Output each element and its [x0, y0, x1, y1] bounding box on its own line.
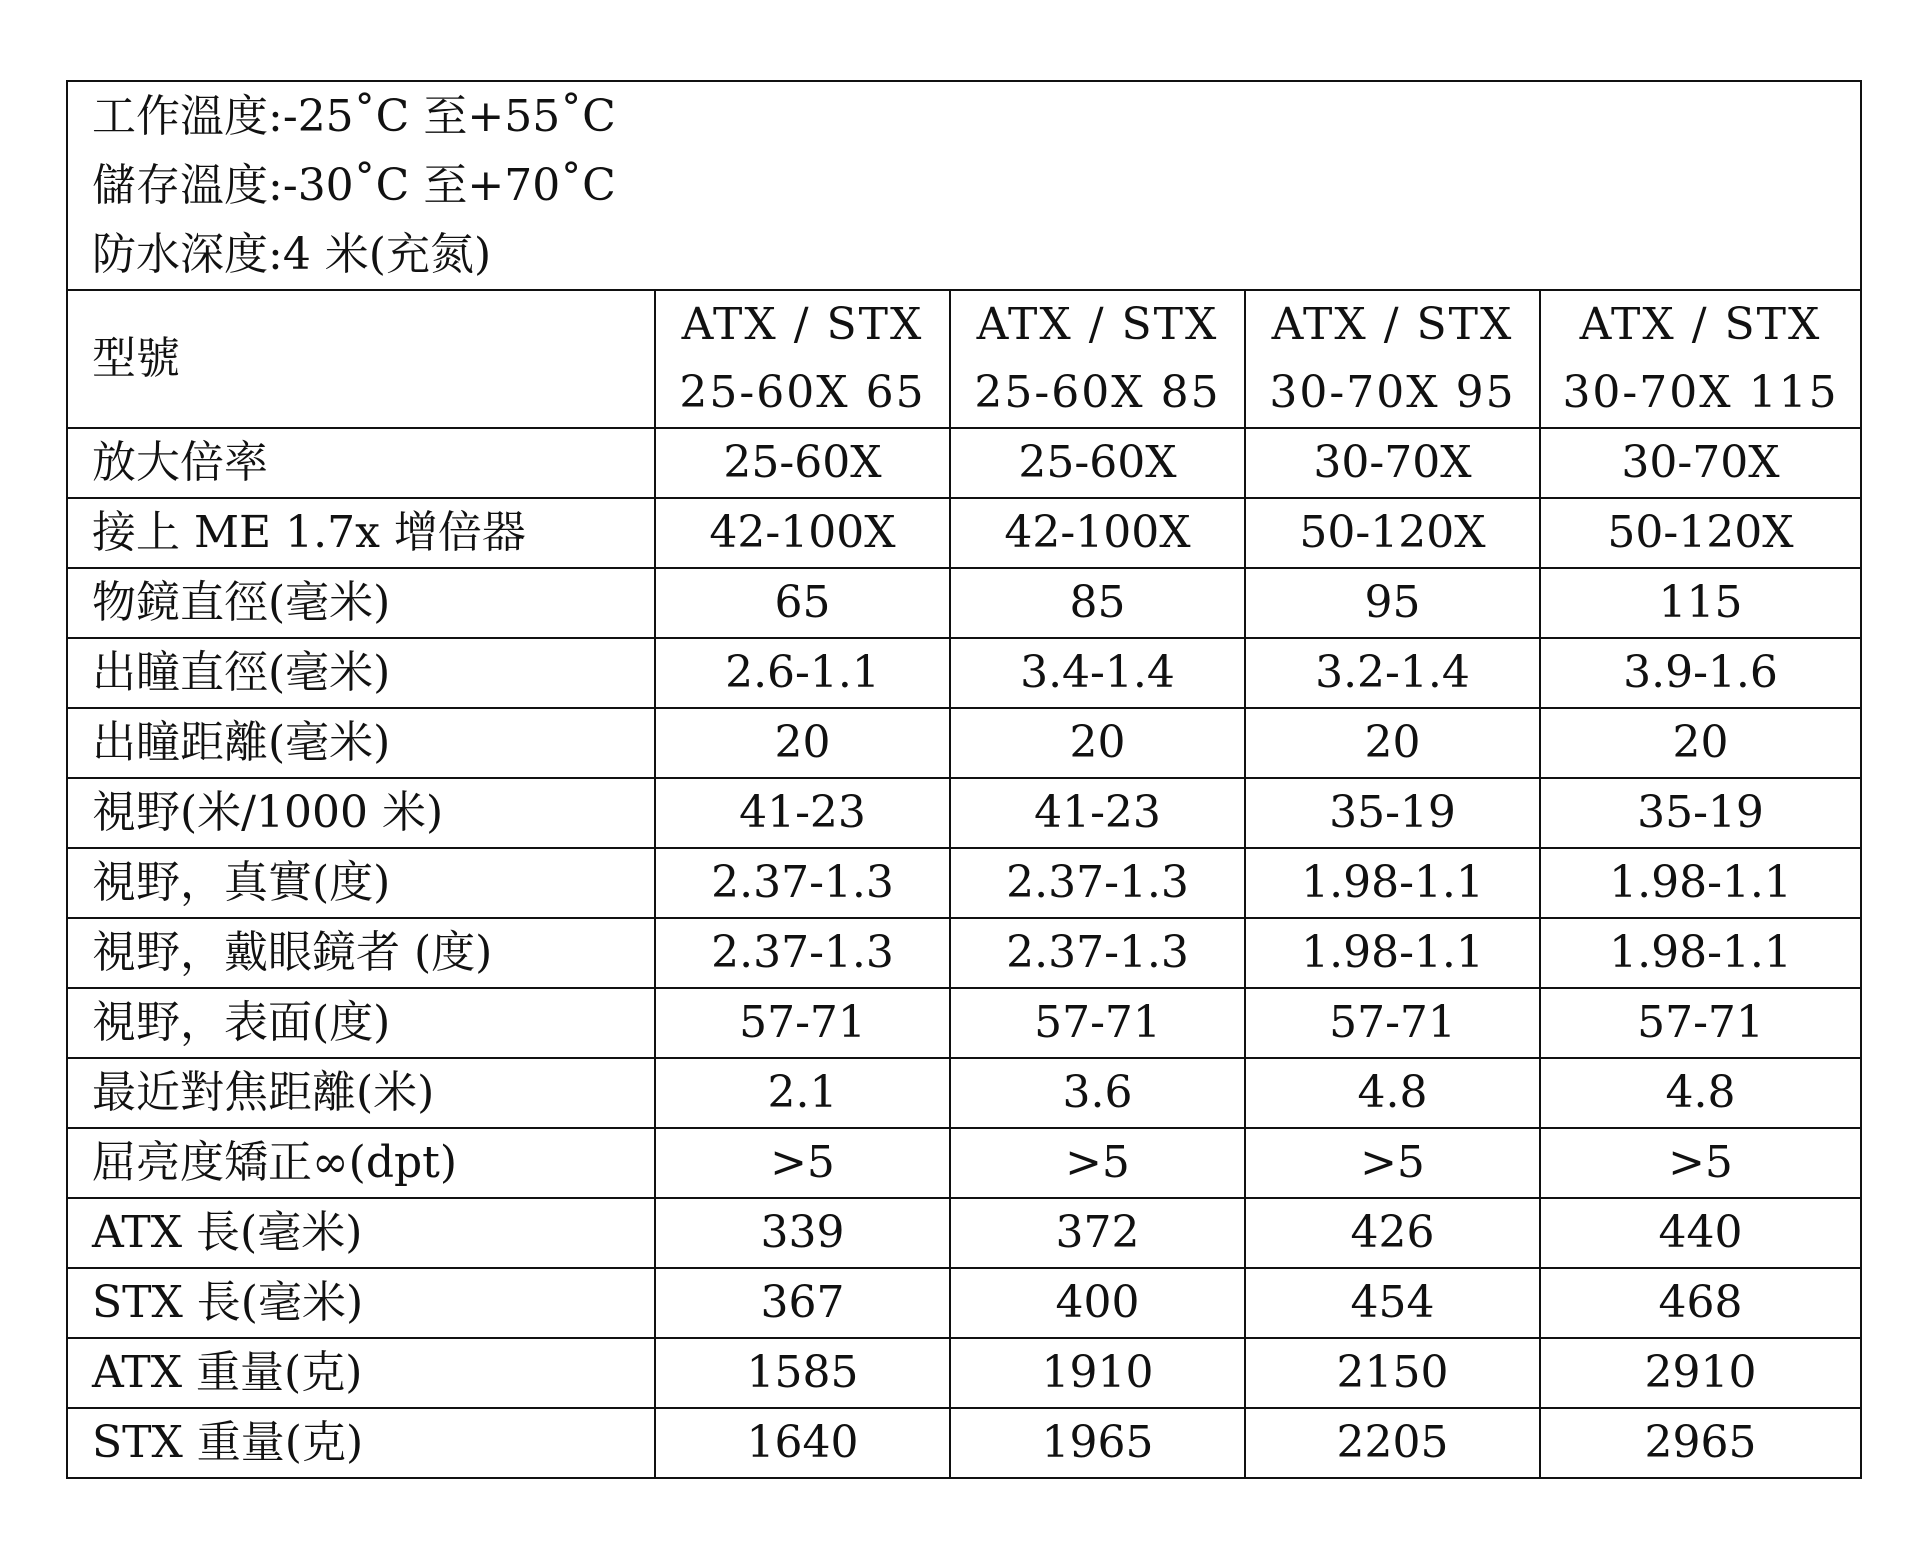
environment-row	[67, 81, 1861, 290]
model-row	[67, 290, 1861, 428]
row-label: 視野，表面(度)	[67, 988, 655, 1058]
value-cell: 57-71	[950, 988, 1245, 1058]
model-label: 型號	[67, 290, 655, 428]
row-label: 接上 ME 1.7x 增倍器	[67, 498, 655, 568]
value-cell: 1.98-1.1	[1245, 848, 1540, 918]
value-cell: 20	[655, 708, 950, 778]
waterproof-depth: 防水深度:4 米(充氮)	[92, 229, 492, 280]
value-cell: 3.4-1.4	[950, 638, 1245, 708]
value-cell: 2.37-1.3	[950, 918, 1245, 988]
operating-temp: 工作溫度:-25˚C 至+55˚C	[92, 91, 616, 142]
value-cell: 454	[1245, 1268, 1540, 1338]
value-cell: 20	[1245, 708, 1540, 778]
value-cell: 35-19	[1540, 778, 1861, 848]
value-cell: 57-71	[1540, 988, 1861, 1058]
value-cell: 3.6	[950, 1058, 1245, 1128]
row-label: 出瞳距離(毫米)	[67, 708, 655, 778]
row-label: 放大倍率	[67, 428, 655, 498]
table-row	[67, 428, 1861, 498]
value-cell: 41-23	[655, 778, 950, 848]
model-cell	[950, 290, 1245, 428]
value-cell: 2.37-1.3	[655, 918, 950, 988]
table-row	[67, 638, 1861, 708]
model-cell	[1245, 290, 1540, 428]
value-cell: 1.98-1.1	[1540, 848, 1861, 918]
spec-table	[66, 80, 1862, 1479]
value-cell: 95	[1245, 568, 1540, 638]
value-cell: 1910	[950, 1338, 1245, 1408]
value-cell: 2910	[1540, 1338, 1861, 1408]
value-cell: 50-120X	[1245, 498, 1540, 568]
row-label: 屈亮度矯正∞(dpt)	[67, 1128, 655, 1198]
value-cell: 372	[950, 1198, 1245, 1268]
table-row	[67, 1128, 1861, 1198]
value-cell: 367	[655, 1268, 950, 1338]
value-cell: 35-19	[1245, 778, 1540, 848]
value-cell: 65	[655, 568, 950, 638]
row-label: ATX 長(毫米)	[67, 1198, 655, 1268]
value-cell: 1640	[655, 1408, 950, 1478]
value-cell: 2.37-1.3	[950, 848, 1245, 918]
value-cell: 20	[950, 708, 1245, 778]
table-row	[67, 1408, 1861, 1478]
value-cell: 30-70X	[1245, 428, 1540, 498]
value-cell: 2.1	[655, 1058, 950, 1128]
model-line-1: ATX / STX	[1271, 299, 1514, 350]
table-row	[67, 1198, 1861, 1268]
value-cell: 339	[655, 1198, 950, 1268]
value-cell: 426	[1245, 1198, 1540, 1268]
value-cell: 25-60X	[950, 428, 1245, 498]
model-line-2: 25-60X 85	[974, 367, 1221, 418]
value-cell: 4.8	[1245, 1058, 1540, 1128]
model-line-2: 30-70X 115	[1562, 367, 1839, 418]
table-row	[67, 708, 1861, 778]
table-row	[67, 918, 1861, 988]
model-line-2: 25-60X 65	[679, 367, 926, 418]
value-cell: >5	[1245, 1128, 1540, 1198]
value-cell: 25-60X	[655, 428, 950, 498]
value-cell: 50-120X	[1540, 498, 1861, 568]
value-cell: >5	[1540, 1128, 1861, 1198]
table-row	[67, 1058, 1861, 1128]
row-label: 視野，真實(度)	[67, 848, 655, 918]
value-cell: 440	[1540, 1198, 1861, 1268]
row-label: 物鏡直徑(毫米)	[67, 568, 655, 638]
model-cell	[655, 290, 950, 428]
value-cell: 400	[950, 1268, 1245, 1338]
value-cell: 1585	[655, 1338, 950, 1408]
value-cell: 20	[1540, 708, 1861, 778]
row-label: 出瞳直徑(毫米)	[67, 638, 655, 708]
environment-cell	[67, 81, 1861, 290]
model-line-1: ATX / STX	[681, 299, 924, 350]
table-row	[67, 498, 1861, 568]
row-label: 視野(米/1000 米)	[67, 778, 655, 848]
table-row	[67, 568, 1861, 638]
table-row	[67, 778, 1861, 848]
table-row	[67, 988, 1861, 1058]
value-cell: 2.6-1.1	[655, 638, 950, 708]
value-cell: 57-71	[655, 988, 950, 1058]
row-label: STX 長(毫米)	[67, 1268, 655, 1338]
value-cell: 57-71	[1245, 988, 1540, 1058]
value-cell: 1.98-1.1	[1245, 918, 1540, 988]
row-label: ATX 重量(克)	[67, 1338, 655, 1408]
value-cell: 2965	[1540, 1408, 1861, 1478]
model-line-2: 30-70X 95	[1269, 367, 1516, 418]
table-row	[67, 1338, 1861, 1408]
value-cell: 115	[1540, 568, 1861, 638]
table-row	[67, 848, 1861, 918]
model-line-1: ATX / STX	[976, 299, 1219, 350]
value-cell: 3.2-1.4	[1245, 638, 1540, 708]
value-cell: 30-70X	[1540, 428, 1861, 498]
value-cell: >5	[950, 1128, 1245, 1198]
row-label: STX 重量(克)	[67, 1408, 655, 1478]
value-cell: 4.8	[1540, 1058, 1861, 1128]
value-cell: >5	[655, 1128, 950, 1198]
storage-temp: 儲存溫度:-30˚C 至+70˚C	[92, 160, 616, 211]
row-label: 視野，戴眼鏡者 (度)	[67, 918, 655, 988]
value-cell: 468	[1540, 1268, 1861, 1338]
value-cell: 1.98-1.1	[1540, 918, 1861, 988]
value-cell: 2.37-1.3	[655, 848, 950, 918]
value-cell: 42-100X	[655, 498, 950, 568]
value-cell: 2205	[1245, 1408, 1540, 1478]
value-cell: 3.9-1.6	[1540, 638, 1861, 708]
model-cell	[1540, 290, 1861, 428]
value-cell: 1965	[950, 1408, 1245, 1478]
table-row	[67, 1268, 1861, 1338]
value-cell: 2150	[1245, 1338, 1540, 1408]
row-label: 最近對焦距離(米)	[67, 1058, 655, 1128]
value-cell: 42-100X	[950, 498, 1245, 568]
model-line-1: ATX / STX	[1579, 299, 1822, 350]
value-cell: 85	[950, 568, 1245, 638]
value-cell: 41-23	[950, 778, 1245, 848]
